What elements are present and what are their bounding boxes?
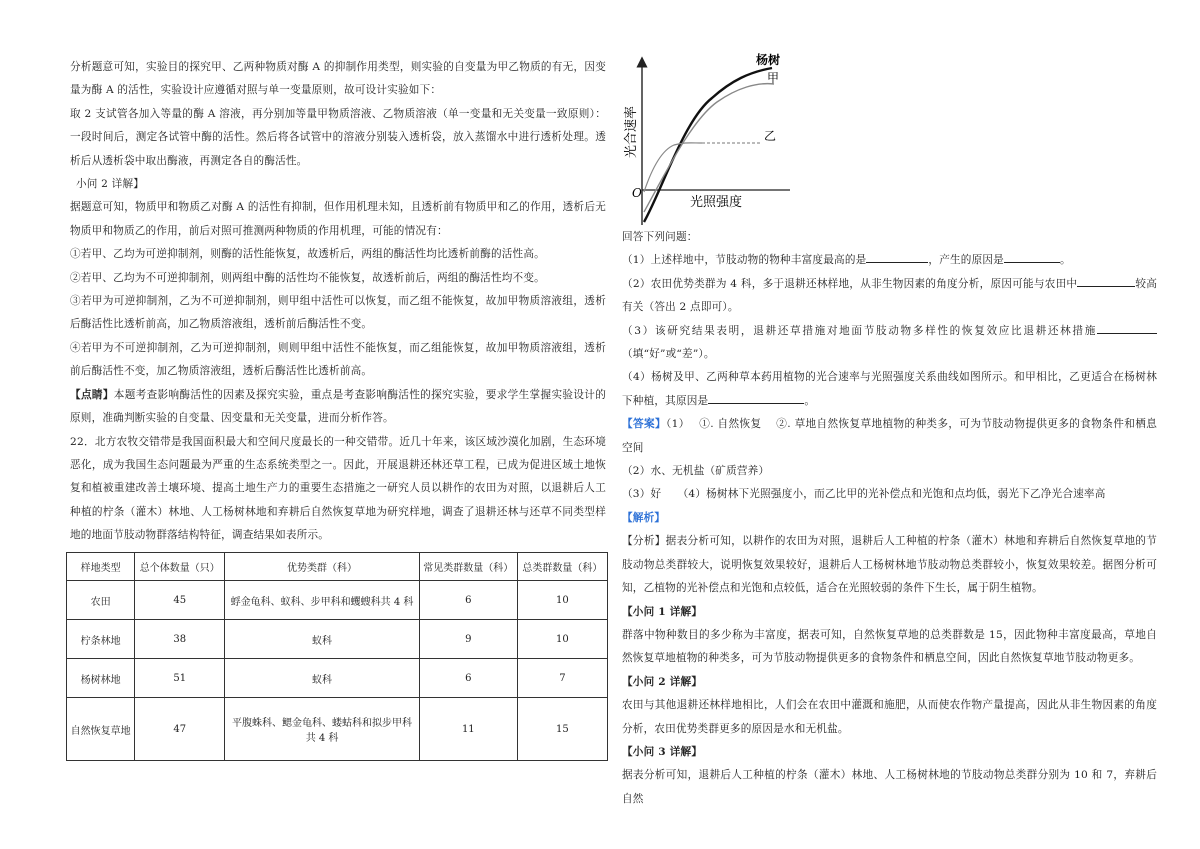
jia-curve bbox=[644, 84, 777, 212]
case-2: ②若甲、乙均为不可逆抑制剂，则两组中酶的活性均不能恢复，故透析前后，两组的酶活性均不变。 bbox=[70, 271, 545, 284]
table-header-row bbox=[67, 553, 608, 581]
answer-1 bbox=[622, 413, 1157, 460]
answer-blank bbox=[1077, 276, 1135, 287]
subquestion-2-heading: 小问 2 详解】 bbox=[76, 178, 145, 191]
table-cell: 柠条林地 bbox=[67, 620, 135, 659]
question-4-end: 。 bbox=[804, 394, 816, 407]
analysis-paragraph: 分析题意可知，实验目的探究甲、乙两种物质对酶 A 的抑制作用类型，则实验的自变量为甲乙物质的有无，因变量为酶 A 的活性，实验设计应遵循对照与单一变量原则，故可设计实验如下： bbox=[70, 61, 606, 97]
table-cell: 10 bbox=[517, 620, 607, 659]
table-cell: 杨树林地 bbox=[67, 659, 135, 698]
table-cell: 45 bbox=[135, 581, 225, 620]
subquestion-1-heading: 【小问 1 详解】 bbox=[622, 605, 703, 618]
question-4-text: （4）杨树及甲、乙两种草本药用植物的光合速率与光照强度关系曲线如图所示。和甲相比，乙更适合在杨树林下种植，其原因是 bbox=[622, 371, 1157, 407]
subquestion-2-heading: 【小问 2 详解】 bbox=[622, 675, 703, 688]
table-cell: 自然恢复草地 bbox=[67, 698, 135, 761]
table-cell: 蚁科 bbox=[225, 620, 419, 659]
table-header: 常见类群数量（科） bbox=[419, 553, 517, 581]
subquestion-1-detail: 群落中物种数目的多少称为丰富度，据表可知，自然恢复草地的总类群数是 15，因此物种丰富度最高，草地自然恢复草地植物的种类多，可为节肢动物提供更多的食物条件和栖息空间，因此自然恢复草地节肢动物更多。 bbox=[622, 628, 1157, 665]
table-cell: 11 bbox=[419, 698, 517, 761]
table-row bbox=[67, 698, 608, 761]
label-yang: 杨树 bbox=[756, 53, 781, 67]
question-1-text-2: ，产生的原因是 bbox=[928, 254, 1004, 267]
question-3-text-2: （填“好”或“差”）。 bbox=[622, 348, 715, 361]
experiment-design-paragraph: 取 2 支试管各加入等量的酶 A 溶液，再分别加等量甲物质溶液、乙物质溶液（单一变量和无关变量一致原则）：一段时间后，测定各试管中酶的活性。然后将各试管中的溶液分别装入透析袋，放入蒸馏水中进行透析处理。透析后从透析袋中取出酶液，再测定各自的酶活性。 bbox=[70, 107, 606, 167]
analysis-summary: 【分析】据表分析可知，以耕作的农田为对照，退耕后人工种植的柠条（灌木）林地和弃耕后自然恢复草地的节肢动物总类群较大，说明恢复效果较好，退耕后人工杨树林地节肢动物总类群较小，恢复效果较差。据图分析可知，乙植物的光补偿点和光饱和点较低，适合在光照较弱的条件下生长，属于阴生植物。 bbox=[622, 535, 1157, 595]
subquestion-3-detail: 据表分析可知，退耕后人工种植的柠条（灌木）林地、人工杨树林地的节肢动物总类群分别为 10 和 7，弃耕后自然 bbox=[622, 769, 1157, 805]
answer-2: （2）水、无机盐（矿质营养） bbox=[622, 465, 770, 478]
table-cell: 7 bbox=[517, 659, 607, 698]
table-cell: 15 bbox=[517, 698, 607, 761]
table-header: 总类群数量（科） bbox=[517, 553, 607, 581]
table-cell: 51 bbox=[135, 659, 225, 698]
y-axis-label: 光合速率 bbox=[624, 105, 639, 158]
answer-blank bbox=[866, 252, 928, 263]
table-cell: 6 bbox=[419, 581, 517, 620]
case-3: ③若甲为可逆抑制剂，乙为不可逆抑制剂，则甲组中活性可以恢复，而乙组不能恢复，故加甲物质溶液组，透析后酶活性比透析前高，加乙物质溶液组，透析前后酶活性不变。 bbox=[70, 295, 606, 331]
answer-tag: 【答案】 bbox=[622, 418, 666, 431]
subquestion-3-heading: 【小问 3 详解】 bbox=[622, 745, 703, 758]
table-cell: 农田 bbox=[67, 581, 135, 620]
answer-blank bbox=[1004, 252, 1060, 263]
table-row bbox=[67, 659, 608, 698]
question-1-text: （1）上述样地中，节肢动物的物种丰富度最高的是 bbox=[622, 254, 867, 267]
label-yi: 乙 bbox=[764, 129, 777, 143]
table-cell: 蚁科 bbox=[225, 659, 419, 698]
mechanism-paragraph: 据题意可知，物质甲和物质乙对酶 A 的活性有抑制，但作用机理未知，且透析前有物质甲和乙的作用，透析后无物质甲和物质乙的作用，前后对照可推测两种物质的作用机理，可能的情况有： bbox=[70, 201, 606, 237]
question-1 bbox=[622, 249, 1157, 272]
table-row bbox=[67, 620, 608, 659]
table-header: 总个体数量（只） bbox=[135, 553, 225, 581]
tip-text: 本题考查影响酶活性的因素及探究实验，重点是考查影响酶活性的探究实验，要求学生掌握实验设计的原则，准确判断实验的自变量、因变量和无关变量，进而分析作答。 bbox=[70, 388, 606, 425]
question-1-end: 。 bbox=[1059, 254, 1071, 267]
table-row bbox=[67, 581, 608, 620]
tip-tag: 【点睛】 bbox=[70, 388, 114, 401]
table-header: 样地类型 bbox=[67, 553, 135, 581]
answer-3-4: （3）好 （4）杨树林下光照强度小，而乙比甲的光补偿点和光饱和点均低，弱光下乙净光合速率高 bbox=[622, 488, 1106, 501]
label-jia: 甲 bbox=[767, 71, 780, 85]
table-cell: 47 bbox=[135, 698, 225, 761]
case-1: ①若甲、乙均为可逆抑制剂，则酶的活性能恢复，故透析后，两组的酶活性均比透析前酶的活性高。 bbox=[70, 248, 545, 261]
answer-1-text: （1） ①. 自然恢复 ②. 草地自然恢复草地植物的种类多，可为节肢动物提供更多的食物条件和栖息空间 bbox=[622, 418, 1157, 454]
tip-paragraph bbox=[70, 384, 606, 431]
origin-label: O bbox=[632, 186, 642, 200]
question-4 bbox=[622, 366, 1157, 413]
question-2-text-2: 较高有关（答出 2 点即可）。 bbox=[622, 277, 1158, 314]
question-2-text: （2）农田优势类群为 4 科，多于退耕还林样地，从非生物因素的角度分析，原因可能与农田中 bbox=[622, 277, 1078, 290]
yi-curve bbox=[644, 143, 702, 192]
question-3 bbox=[622, 320, 1157, 367]
table-cell: 38 bbox=[135, 620, 225, 659]
question-intro: 回答下列问题： bbox=[622, 231, 698, 243]
table-cell: 平腹蛛科、鳃金龟科、蝼蛄科和拟步甲科共 4 科 bbox=[225, 698, 419, 761]
question-3-text: （3）该研究结果表明，退耕还草措施对地面节肢动物多样性的恢复效应比退耕还林措施 bbox=[622, 324, 1097, 337]
table-cell: 9 bbox=[419, 620, 517, 659]
table-cell: 6 bbox=[419, 659, 517, 698]
question-2 bbox=[622, 273, 1157, 320]
survey-table bbox=[66, 552, 608, 761]
table-header: 优势类群（科） bbox=[225, 553, 419, 581]
right-column bbox=[622, 226, 1157, 811]
answer-blank bbox=[1097, 323, 1157, 334]
table-cell: 蜉金龟科、蚁科、步甲科和蠼螋科共 4 科 bbox=[225, 581, 419, 620]
answer-blank bbox=[708, 393, 804, 404]
subquestion-2-detail: 农田与其他退耕还林样地相比，人们会在农田中灌溉和施肥，从而使农作物产量提高，因此从非生物因素的角度分析，农田优势类群更多的原因是水和无机盐。 bbox=[622, 699, 1157, 735]
photosynthesis-chart bbox=[622, 50, 792, 230]
x-axis-label: 光照强度 bbox=[690, 195, 743, 210]
analysis-tag: 【解析】 bbox=[622, 511, 666, 524]
case-4: ④若甲为不可逆抑制剂，乙为可逆抑制剂，则则甲组中活性不能恢复，而乙组能恢复，故加甲物质溶液组，透析前后酶活性不变，加乙物质溶液组，透析后酶活性比透析前高。 bbox=[70, 341, 606, 378]
table-cell: 10 bbox=[517, 581, 607, 620]
question-22-stem: 22．北方农牧交错带是我国面积最大和空间尺度最长的一种交错带。近几十年来，该区域沙漠化加剧，生态环境恶化，成为我国生态问题最为严重的生态系统类型之一。因此，开展退耕还林还草工程，已成为促进区域土地恢复和植被重建改善土壤环境、提高土地生产力的重要生态措施之一研究人员以耕作的农田为对照，以退耕后人工种植的柠条（灌木）林地、人工杨树林地和弃耕后自然恢复草地为研究样地，调查了退耕还林与还草不同类型样地的地面节肢动物群落结构特征，调查结果如表所示。 bbox=[70, 435, 606, 542]
left-column bbox=[70, 56, 606, 548]
